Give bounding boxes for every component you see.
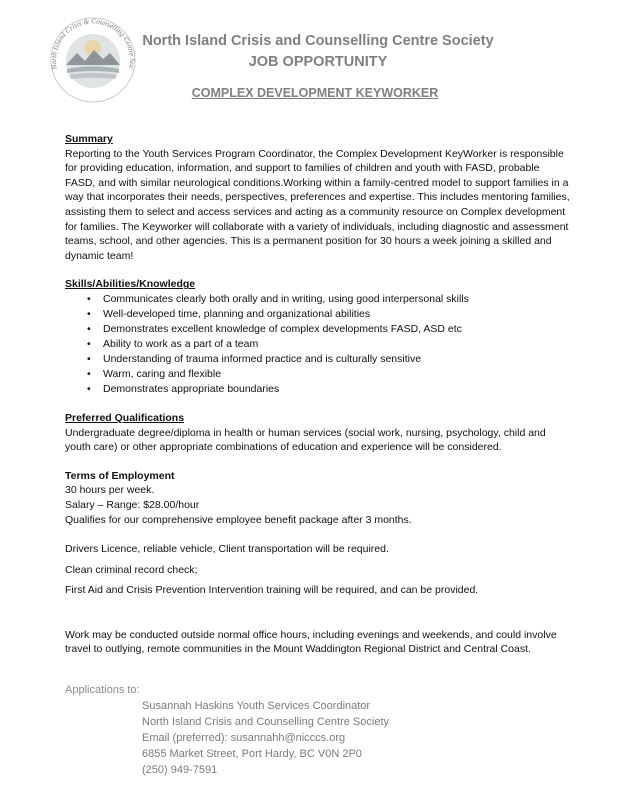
contact-address: 6855 Market Street, Port Hardy, BC V0N 2P0 [142, 747, 362, 760]
summary-text: Reporting to the Youth Services Program Coordinator, the Complex Development KeyWorker is responsible for providing education, information, and support to families of children and youth with FASD, probable FASD, and with similar neurological conditions.Working within a family-centred model to support families in a way that incorporates their needs, perspectives, preferences and expertise. This includes mentoring families, assisting them to select and access services and acting as a community resource on Complex development for families. The Keyworker will collaborate with a variety of individuals, including diagnostic and assessment teams, school, and other agencies. This is a permanent position for 30 hours a week joining a skilled and dynamic team! [65, 147, 570, 262]
summary-heading: Summary [65, 133, 113, 145]
terms-drivers: Drivers Licence, reliable vehicle, Client transportation will be required. [65, 543, 389, 556]
job-opportunity-heading: JOB OPPORTUNITY [248, 54, 388, 70]
skills-list-item: • Demonstrates excellent knowledge of complex developments FASD, ASD etc [65, 322, 570, 337]
terms-benefits: Qualifies for our comprehensive employee benefit package after 3 months. [65, 513, 412, 526]
skills-heading: Skills/Abilities/Knowledge [65, 278, 196, 291]
contact-block [65, 698, 570, 778]
applications-label: Applications to: [65, 684, 140, 697]
skills-list-item: • Ability to work as a part of a team [65, 337, 570, 352]
skills-section [65, 277, 570, 397]
terms-hours: 30 hours per week. [65, 484, 155, 497]
summary-section [65, 132, 570, 263]
skills-list [65, 292, 570, 397]
qualifications-heading: Preferred Qualifications [65, 411, 185, 424]
terms-heading: Terms of Employment [65, 469, 175, 482]
contact-organization: North Island Crisis and Counselling Centre Society [142, 715, 390, 728]
document-body [65, 132, 570, 778]
contact-name: Susannah Haskins Youth Services Coordinator [142, 699, 371, 712]
organization-name: North Island Crisis and Counselling Centre Society [142, 33, 494, 49]
skills-list-item: • Understanding of trauma informed practice and is culturally sensitive [65, 352, 570, 367]
qualifications-section [65, 411, 570, 455]
logo-arc-text: North Island Crisis & Counselling Centre Soc [49, 17, 137, 71]
job-title: COMPLEX DEVELOPMENT KEYWORKER [191, 86, 439, 100]
terms-first-aid: First Aid and Crisis Prevention Intervention training will be required, and can be provided. [65, 584, 479, 597]
skills-list-item: • Warm, caring and flexible [65, 367, 570, 382]
skills-list-item: • Well-developed time, planning and organizational abilities [65, 307, 570, 322]
terms-section [65, 469, 570, 598]
contact-email: Email (preferred): susannahh@nicccs.org [142, 731, 346, 744]
skills-list-item: • Demonstrates appropriate boundaries [65, 382, 570, 397]
terms-criminal-check: Clean criminal record check; [65, 563, 198, 576]
skills-list-item: • Communicates clearly both orally and in writing, using good interpersonal skills [65, 292, 570, 307]
contact-phone: (250) 949-7591 [142, 763, 218, 776]
terms-salary: Salary – Range: $28.00/hour [65, 498, 200, 511]
qualifications-text: Undergraduate degree/diploma in health or human services (social work, nursing, psychology, child and youth care) or other appropriate combinations of education and experience will be considered. [65, 426, 546, 454]
organization-logo [47, 17, 139, 103]
work-conditions-text: Work may be conducted outside normal office hours, including evenings and weekends, and could involve travel to outlying, remote communities in the Mount Waddington Regional District and Central Coast. [65, 628, 557, 656]
